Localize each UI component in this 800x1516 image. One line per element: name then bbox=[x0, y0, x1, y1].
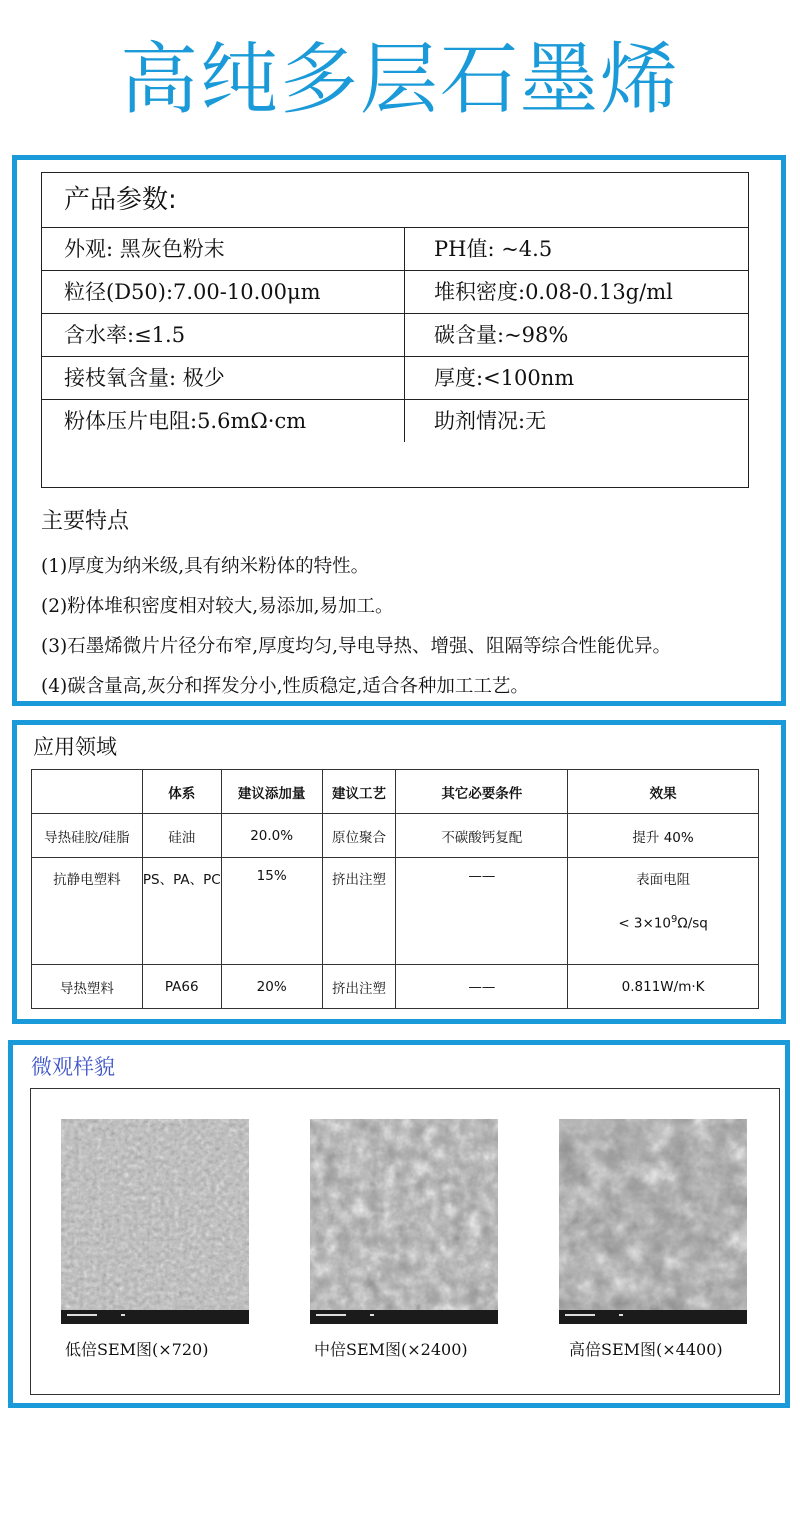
param-moisture: 含水率:≤1.5 bbox=[64, 323, 186, 347]
table-cell: 导热塑料 bbox=[32, 965, 143, 1009]
sem-image-high bbox=[559, 1119, 747, 1324]
param-carbon-content: 碳含量:~98% bbox=[434, 323, 569, 347]
table-row bbox=[32, 858, 759, 965]
table-cell: 挤出注塑 bbox=[322, 965, 396, 1009]
table-cell-effect bbox=[568, 858, 759, 965]
param-bulk-density: 堆积密度:0.08-0.13g/ml bbox=[434, 280, 673, 304]
effect-exponent: 9 bbox=[671, 914, 678, 925]
application-panel bbox=[12, 720, 786, 1024]
param-thickness: 厚度:<100nm bbox=[434, 366, 575, 390]
table-cell: 0.811W/m·K bbox=[568, 965, 759, 1009]
product-parameters-panel bbox=[12, 155, 786, 706]
table-cell: 提升 40% bbox=[568, 814, 759, 858]
column-header: 其它必要条件 bbox=[396, 770, 568, 814]
sem-mid-texture bbox=[310, 1119, 498, 1324]
table-cell: 抗静电塑料 bbox=[32, 858, 143, 965]
column-header: 体系 bbox=[142, 770, 221, 814]
sem-image-low bbox=[61, 1119, 249, 1324]
param-resistance: 粉体压片电阻:5.6mΩ·cm bbox=[64, 409, 307, 433]
param-row bbox=[42, 400, 748, 443]
table-cell: 不碳酸钙复配 bbox=[396, 814, 568, 858]
page-title: 高纯多层石墨烯 bbox=[119, 35, 680, 125]
table-cell: PA66 bbox=[142, 965, 221, 1009]
sem-caption-mid: 中倍SEM图(×2400) bbox=[314, 1340, 468, 1359]
table-cell: 挤出注塑 bbox=[322, 858, 396, 965]
table-cell: 原位聚合 bbox=[322, 814, 396, 858]
application-table bbox=[31, 769, 759, 1009]
sem-scale-bar bbox=[310, 1310, 498, 1324]
table-cell: 硅油 bbox=[142, 814, 221, 858]
param-ph: PH值: ~4.5 bbox=[434, 237, 553, 261]
parameters-header: 产品参数: bbox=[42, 173, 748, 228]
sem-low-texture bbox=[61, 1119, 249, 1324]
sem-high-texture bbox=[559, 1119, 747, 1324]
table-cell: —— bbox=[396, 965, 568, 1009]
feature-item: (1)厚度为纳米级,具有纳米粉体的特性。 bbox=[41, 556, 370, 577]
table-row bbox=[32, 814, 759, 858]
param-oxygen: 接枝氧含量: 极少 bbox=[64, 366, 225, 390]
table-cell: —— bbox=[396, 858, 568, 965]
effect-unit: Ω/sq bbox=[677, 915, 708, 932]
feature-item: (3)石墨烯微片片径分布窄,厚度均匀,导电导热、增强、阻隔等综合性能优异。 bbox=[41, 636, 671, 657]
column-header: 建议工艺 bbox=[322, 770, 396, 814]
sem-caption-low: 低倍SEM图(×720) bbox=[65, 1340, 209, 1359]
micro-morphology-panel bbox=[8, 1040, 790, 1408]
features-title: 主要特点 bbox=[41, 509, 130, 534]
sem-scale-bar bbox=[559, 1310, 747, 1324]
micro-image-box bbox=[30, 1088, 780, 1395]
effect-line-1: 表面电阻 bbox=[636, 872, 691, 888]
sem-scale-bar bbox=[61, 1310, 249, 1324]
param-additive: 助剂情况:无 bbox=[434, 409, 547, 433]
column-header bbox=[32, 770, 143, 814]
feature-item: (4)碳含量高,灰分和挥发分小,性质稳定,适合各种加工工艺。 bbox=[41, 676, 529, 697]
param-particle-size: 粒径(D50):7.00-10.00μm bbox=[64, 280, 321, 304]
table-cell: 20% bbox=[221, 965, 322, 1009]
column-header: 建议添加量 bbox=[221, 770, 322, 814]
param-row bbox=[42, 271, 748, 314]
sem-image-mid bbox=[310, 1119, 498, 1324]
param-row bbox=[42, 228, 748, 271]
column-divider bbox=[404, 228, 405, 442]
table-cell: 20.0% bbox=[221, 814, 322, 858]
micro-title: 微观样貌 bbox=[31, 1055, 115, 1079]
sem-caption-high: 高倍SEM图(×4400) bbox=[569, 1340, 723, 1359]
column-header: 效果 bbox=[568, 770, 759, 814]
param-row bbox=[42, 357, 748, 400]
param-row bbox=[42, 314, 748, 357]
application-title: 应用领域 bbox=[33, 735, 117, 759]
table-cell: 导热硅胶/硅脂 bbox=[32, 814, 143, 858]
effect-value-prefix: < 3×10 bbox=[618, 915, 671, 932]
table-row bbox=[32, 965, 759, 1009]
table-cell: PS、PA、PC bbox=[142, 858, 221, 965]
parameters-box bbox=[41, 172, 749, 488]
param-appearance: 外观: 黑灰色粉末 bbox=[64, 237, 225, 261]
table-cell: 15% bbox=[221, 858, 322, 965]
feature-item: (2)粉体堆积密度相对较大,易添加,易加工。 bbox=[41, 596, 394, 617]
effect-line-2 bbox=[568, 914, 758, 932]
table-header-row bbox=[32, 770, 759, 814]
